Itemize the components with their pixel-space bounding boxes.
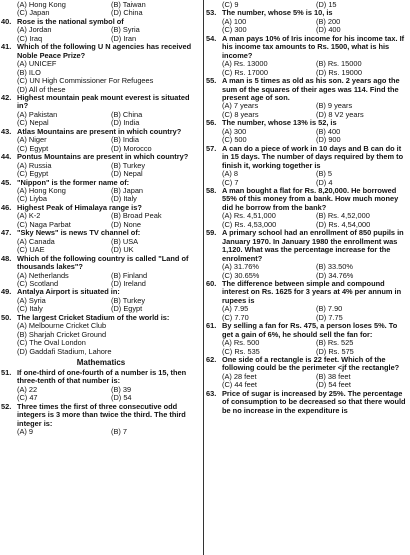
question-number: 44. bbox=[1, 152, 12, 162]
answer-option: (D) Rs. 4,54,000 bbox=[316, 219, 371, 229]
question bbox=[206, 390, 406, 415]
question-text: Which of the following country is called "Land of thousands lakes"? bbox=[17, 253, 189, 272]
question bbox=[206, 35, 406, 77]
question bbox=[206, 9, 406, 34]
question-number: 40. bbox=[1, 16, 12, 26]
answer-option: (D) Gaddafi Stadium, Lahore bbox=[17, 346, 112, 356]
options-grid bbox=[17, 111, 201, 128]
options-grid bbox=[222, 339, 406, 356]
question-text: Highest Peak of Himalaya range is? bbox=[17, 202, 142, 212]
question bbox=[1, 94, 201, 128]
options-grid bbox=[222, 18, 406, 35]
answer-option: (A) Melbourne Cricket Club bbox=[17, 321, 107, 331]
question-number: 48. bbox=[1, 253, 12, 263]
answer-option: (D) Rs. 575 bbox=[316, 346, 354, 356]
answer-option: (C) 300 bbox=[222, 25, 247, 35]
question-number: 57. bbox=[206, 143, 217, 153]
question-number: 56. bbox=[206, 118, 217, 128]
answer-option: (A) Hong Kong bbox=[17, 185, 66, 195]
answer-option: (B) 7.90 bbox=[316, 304, 343, 314]
answer-option: (D) 400 bbox=[316, 25, 341, 35]
question bbox=[1, 153, 201, 178]
question-text: Rose is the national symbol of bbox=[17, 16, 124, 26]
question bbox=[1, 255, 201, 289]
options-grid bbox=[17, 386, 201, 403]
answer-option: (A) 22 bbox=[17, 384, 38, 394]
answer-option: (B) Sharjah Cricket Ground bbox=[17, 329, 107, 339]
question-text: A man bought a flat for Rs. 8,20,000. He borrowed 55% of this money from a bank. How much money did he borrow from the bank? bbox=[222, 185, 399, 212]
question-text: By selling a fan for Rs. 475, a person loses 5%. To get a gain of 6%, he should sell the fan for: bbox=[222, 321, 398, 339]
answer-option: (B) 39 bbox=[111, 384, 132, 394]
answer-option: (A) 31.76% bbox=[222, 262, 259, 272]
options-grid bbox=[17, 212, 201, 229]
question-number: 51. bbox=[1, 368, 12, 378]
answer-option: (C) UAE bbox=[17, 245, 45, 255]
answer-option: (B) Finland bbox=[111, 270, 148, 280]
answer-option: (B) China bbox=[111, 109, 143, 119]
answer-option: (A) Niger bbox=[17, 135, 47, 145]
question-text: Price of sugar is increased by 25%. The percentage of consumption to be decreased so that there would be no increase in the expenditure is bbox=[222, 388, 406, 415]
answer-option: (A) UNICEF bbox=[17, 59, 57, 69]
question-number: 60. bbox=[206, 278, 217, 288]
question-number: 53. bbox=[206, 8, 217, 18]
options-grid bbox=[222, 305, 406, 322]
answer-option: (B) 38 feet bbox=[316, 371, 351, 381]
answer-option: (C) Rs. 4,53,000 bbox=[222, 219, 277, 229]
answer-option: (B) 5 bbox=[316, 169, 333, 179]
answer-option: (D) China bbox=[111, 8, 143, 18]
question bbox=[206, 229, 406, 280]
answer-option: (C) 8 years bbox=[222, 109, 259, 119]
answer-option: (A) 7.95 bbox=[222, 304, 249, 314]
answer-option: (C) Liyba bbox=[17, 194, 47, 204]
answer-option: (B) 9 years bbox=[316, 101, 353, 111]
answer-option: (B) 7 bbox=[111, 427, 128, 437]
answer-option: (A) Rs. 500 bbox=[222, 338, 260, 348]
answer-option: (D) 4 bbox=[316, 177, 333, 187]
answer-option: (B) 33.50% bbox=[316, 262, 353, 272]
question-text: If one-third of one-fourth of a number is 15, then three-tenth of that number is: bbox=[17, 368, 187, 386]
answer-option: (D) None bbox=[111, 219, 141, 229]
options-grid bbox=[17, 238, 201, 255]
answer-option: (B) India bbox=[111, 135, 139, 145]
answer-option: (A) Netherlands bbox=[17, 270, 69, 280]
right-column bbox=[206, 1, 406, 415]
answer-option: (D) Egypt bbox=[111, 304, 143, 314]
answer-option: (A) Canada bbox=[17, 236, 55, 246]
question-number: 47. bbox=[1, 228, 12, 238]
question-number: 42. bbox=[1, 92, 12, 102]
question-text: Pontus Mountains are present in which country? bbox=[17, 152, 189, 162]
question bbox=[1, 403, 201, 437]
question-text: Atlas Mountains are present in which country? bbox=[17, 126, 182, 136]
answer-option: (A) 28 feet bbox=[222, 371, 257, 381]
answer-option: (C) 30.65% bbox=[222, 270, 260, 280]
question-number: 63. bbox=[206, 388, 217, 398]
options-grid bbox=[17, 428, 201, 436]
answer-option: (B) ILO bbox=[17, 67, 41, 77]
question-text: The number, whose 5% is 10, is bbox=[222, 8, 333, 18]
section-heading: Mathematics bbox=[76, 358, 126, 368]
question-text: "Nippon" is the former name of: bbox=[17, 177, 130, 187]
question-text: A primary school had an enrollment of 850 pupils in January 1970. In January 1980 the enrollment was 1,120. What was the percentage increase for the enrolment? bbox=[222, 228, 404, 263]
options-list bbox=[17, 60, 201, 94]
question-number: 54. bbox=[206, 33, 217, 43]
answer-option: (C) The Oval London bbox=[17, 338, 86, 348]
options-grid bbox=[17, 187, 201, 204]
answer-option: (D) Nepal bbox=[111, 169, 143, 179]
answer-option: (C) Egypt bbox=[17, 169, 49, 179]
question bbox=[206, 145, 406, 187]
answer-option: (B) Japan bbox=[111, 185, 144, 195]
left-column bbox=[1, 1, 201, 437]
answer-option: (A) Syria bbox=[17, 295, 46, 305]
answer-option: (A) K-2 bbox=[17, 211, 41, 221]
answer-option: (C) Italy bbox=[17, 304, 43, 314]
answer-option: (D) India bbox=[111, 118, 140, 128]
answer-option: (C) Rs. 17000 bbox=[222, 67, 269, 77]
answer-option: (D) Italy bbox=[111, 194, 137, 204]
answer-option: (C) 7 bbox=[222, 177, 239, 187]
answer-option: (A) 7 years bbox=[222, 101, 259, 111]
options-grid bbox=[17, 297, 201, 314]
question-number: 62. bbox=[206, 355, 217, 365]
question-number: 41. bbox=[1, 42, 12, 52]
answer-option: (A) Russia bbox=[17, 160, 52, 170]
answer-option: (A) 100 bbox=[222, 16, 247, 26]
question-text: The number, whose 13% is 52, is bbox=[222, 118, 337, 128]
question bbox=[206, 356, 406, 390]
answer-option: (C) Rs. 535 bbox=[222, 346, 260, 356]
options-grid bbox=[17, 26, 201, 43]
answer-option: (A) Rs. 4,51,000 bbox=[222, 211, 276, 221]
question-text: Which of the following U N agencies has received Noble Peace Prize? bbox=[17, 42, 192, 60]
question-text: A can do a piece of work in 10 days and B can do it in 15 days. The number of days required by them to finish it, working together is bbox=[222, 143, 404, 170]
answer-option: (D) Rs. 19000 bbox=[316, 67, 363, 77]
answer-option: (A) 9 bbox=[17, 427, 34, 437]
answer-option: (C) Naga Parbat bbox=[17, 219, 71, 229]
question-number: 49. bbox=[1, 287, 12, 297]
answer-option: (A) 300 bbox=[222, 126, 247, 136]
question bbox=[1, 288, 201, 313]
answer-option: (D) Iran bbox=[111, 33, 137, 43]
question-number: 43. bbox=[1, 126, 12, 136]
question-text: The difference between simple and compound interest on Rs. 1625 for 3 years at 4% per annum in rupees is bbox=[222, 278, 402, 305]
question bbox=[1, 179, 201, 204]
answer-option: (B) 200 bbox=[316, 16, 341, 26]
answer-option: (B) USA bbox=[111, 236, 139, 246]
options-grid bbox=[222, 102, 406, 119]
question-text: Three times the first of three consecutive odd integers is 3 more than twice the third. The third integer is: bbox=[17, 401, 186, 428]
answer-option: (C) Japan bbox=[17, 8, 50, 18]
question bbox=[1, 229, 201, 254]
answer-option: (D) 15 bbox=[316, 0, 337, 9]
question bbox=[1, 43, 201, 94]
options-grid bbox=[222, 373, 406, 390]
answer-option: (B) Turkey bbox=[111, 295, 146, 305]
question-text: Antalya Airport is situated in: bbox=[17, 287, 120, 297]
question bbox=[1, 369, 201, 403]
question bbox=[1, 18, 201, 43]
options-grid bbox=[17, 272, 201, 289]
answer-option: (A) Hong Kong bbox=[17, 0, 66, 9]
question bbox=[206, 322, 406, 356]
answer-option: (B) Rs. 4,52,000 bbox=[316, 211, 370, 221]
answer-option: (B) Syria bbox=[111, 25, 140, 35]
question bbox=[206, 280, 406, 322]
question bbox=[206, 119, 406, 144]
question-number: 55. bbox=[206, 76, 217, 86]
answer-option: (A) Rs. 13000 bbox=[222, 59, 268, 69]
question-number: 52. bbox=[1, 401, 12, 411]
question-number: 50. bbox=[1, 312, 12, 322]
question-text: The largest Cricket Stadium of the world is: bbox=[17, 312, 170, 322]
column-divider bbox=[203, 0, 204, 555]
answer-option: (C) Egypt bbox=[17, 143, 49, 153]
answer-option: (D) 54 feet bbox=[316, 380, 351, 390]
question bbox=[1, 204, 201, 229]
answer-option: (C) 47 bbox=[17, 393, 38, 403]
answer-option: (A) Jordan bbox=[17, 25, 52, 35]
options-grid bbox=[17, 1, 201, 18]
question-text: One side of a rectangle is 22 feet. Which of the following could be the perimeter <jf the rectangle? bbox=[222, 355, 400, 373]
question-number: 58. bbox=[206, 185, 217, 195]
question-number: 61. bbox=[206, 321, 217, 331]
question-text: A man is 5 times as old as his son. 2 years ago the sum of the squares of their ages was 114. Find the present age of son. bbox=[222, 76, 400, 102]
answer-option: (C) 500 bbox=[222, 135, 247, 145]
options-grid bbox=[222, 170, 406, 187]
options-grid bbox=[17, 136, 201, 153]
answer-option: (B) Broad Peak bbox=[111, 211, 162, 221]
options-grid bbox=[17, 162, 201, 179]
question bbox=[1, 1, 201, 18]
answer-option: (D) 7.75 bbox=[316, 312, 343, 322]
answer-option: (D) 900 bbox=[316, 135, 341, 145]
question-text: "Sky News" is news TV channel of: bbox=[17, 228, 141, 238]
answer-option: (B) Taiwan bbox=[111, 0, 146, 9]
answer-option: (C) 7.70 bbox=[222, 312, 249, 322]
answer-option: (A) 8 bbox=[222, 169, 239, 179]
options-grid bbox=[222, 263, 406, 280]
question bbox=[206, 187, 406, 229]
answer-option: (C) Scotland bbox=[17, 278, 59, 288]
answer-option: (A) Pakistan bbox=[17, 109, 58, 119]
options-list bbox=[17, 322, 201, 356]
answer-option: (C) Iraq bbox=[17, 33, 43, 43]
question-number: 59. bbox=[206, 228, 217, 238]
answer-option: (D) 34.76% bbox=[316, 270, 354, 280]
answer-option: (B) 400 bbox=[316, 126, 341, 136]
options-grid bbox=[222, 60, 406, 77]
question-number: 46. bbox=[1, 202, 12, 212]
options-grid bbox=[222, 212, 406, 229]
answer-option: (B) Rs. 525 bbox=[316, 338, 354, 348]
answer-option: (D) 54 bbox=[111, 393, 132, 403]
answer-option: (C) UN High Commissioner For Refugees bbox=[17, 76, 154, 86]
question-text: Highest mountain peak mount everest is situated in? bbox=[17, 92, 190, 111]
answer-option: (C) 44 feet bbox=[222, 380, 257, 390]
answer-option: (B) Turkey bbox=[111, 160, 146, 170]
question-text: A man pays 10% of Iris income for his income tax. If his income tax amounts to Rs. 1500, what is his income? bbox=[222, 33, 405, 60]
answer-option: (C) Nepal bbox=[17, 118, 49, 128]
answer-option: (B) Rs. 15000 bbox=[316, 59, 362, 69]
answer-option: (D) All of these bbox=[17, 84, 66, 94]
answer-option: (D) 8 V2 years bbox=[316, 109, 364, 119]
question bbox=[1, 314, 201, 356]
question bbox=[1, 128, 201, 153]
answer-option: (D) Morocco bbox=[111, 143, 152, 153]
question-number: 45. bbox=[1, 177, 12, 187]
answer-option: (D) UK bbox=[111, 245, 134, 255]
question bbox=[206, 77, 406, 119]
answer-option: (C) 9 bbox=[222, 0, 239, 9]
options-grid bbox=[222, 128, 406, 145]
answer-option: (D) Ireland bbox=[111, 278, 146, 288]
